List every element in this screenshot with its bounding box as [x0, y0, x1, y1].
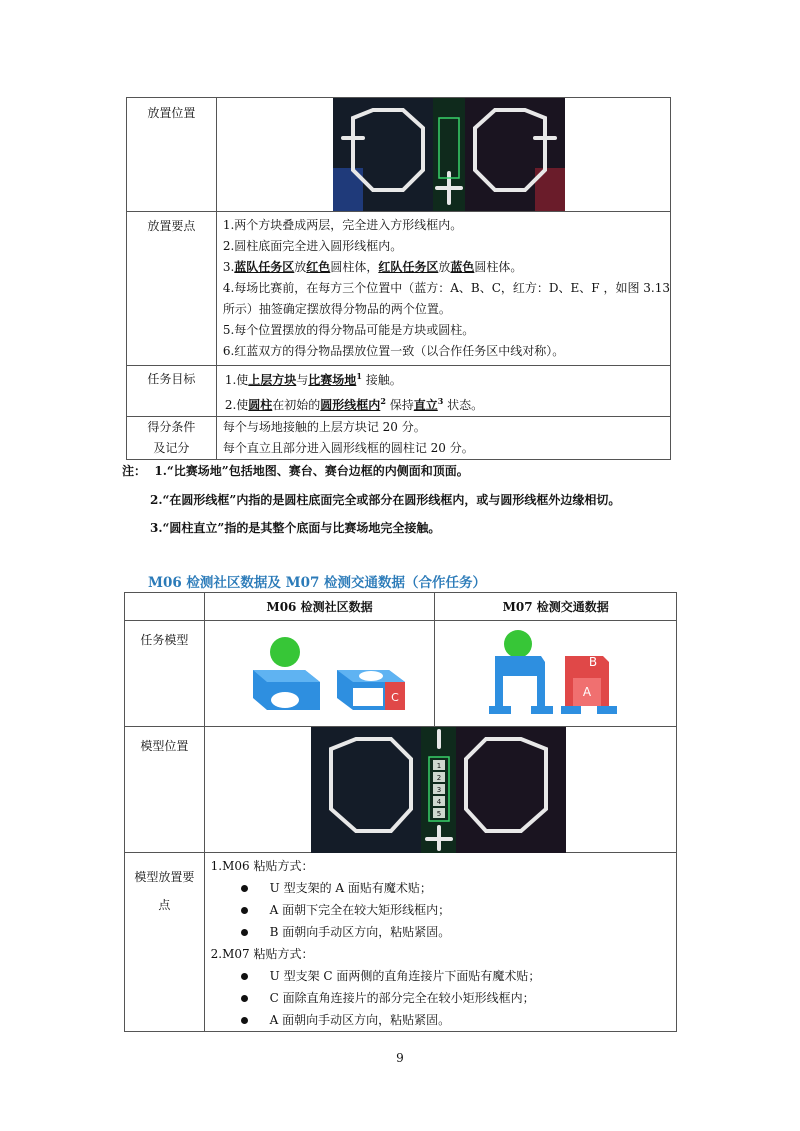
note-2: 2.“在圆形线框”内指的是圆柱底面完全或部分在圆形线框内，或与圆形线框外边缘相切。	[150, 493, 621, 507]
note-3: 3.“圆柱直立”指的是其整个底面与比赛场地完全接触。	[150, 521, 441, 535]
slot-4-label: 4	[436, 798, 442, 806]
position-label: 模型位置	[125, 727, 205, 853]
slot-3-label: 3	[436, 786, 442, 794]
face-c-label: C	[391, 691, 399, 704]
field-map-image	[333, 98, 565, 211]
point-4: 4.每场比赛前，在每方三个位置中（蓝方：A、B、C，红方：D、E、F ，如图 3.13	[222, 281, 670, 295]
score-2: 每个直立且部分进入圆形线框的圆柱记 20 分。	[222, 441, 474, 455]
score-cell	[216, 417, 670, 460]
m07-item-3: A 面朝向手动区方向，粘贴紧固。	[205, 1009, 676, 1031]
slot-1-label: 1	[436, 762, 442, 770]
points-label: 放置要点	[127, 212, 217, 366]
point-5: 5.每个位置摆放的得分物品可能是方块或圆柱。	[222, 323, 475, 337]
position-map-drawing	[311, 727, 566, 853]
header-m07: M07 检测交通数据	[435, 593, 677, 621]
m07-title: 2.M07 粘贴方式：	[210, 947, 314, 961]
point-3: 3.蓝队任务区放红色圆柱体，红队任务区放蓝色圆柱体。	[222, 260, 523, 274]
m06-model-image	[245, 630, 415, 725]
point-1: 1.两个方块叠成两层，完全进入方形线框内。	[222, 218, 463, 232]
goal-1: 1.使上层方块与比赛场地$^1$ 接触。	[224, 371, 402, 387]
note-1: 注： 1.“比赛场地”包括地图、赛台、赛台边框的内侧面和顶面。	[122, 464, 469, 478]
header-empty	[125, 593, 205, 621]
goal-label: 任务目标	[127, 366, 217, 417]
model-label: 任务模型	[125, 621, 205, 727]
point-2: 2.圆柱底面完全进入圆形线框内。	[222, 239, 403, 253]
m06-title: 1.M06 粘贴方式：	[210, 859, 314, 873]
section-title: M06 检测社区数据及 M07 检测交通数据（合作任务）	[148, 575, 487, 591]
header-m06: M06 检测社区数据	[204, 593, 435, 621]
placement-label: 放置位置	[127, 98, 217, 212]
m07-item-1: U 型支架 C 面两侧的直角连接片下面贴有魔术贴；	[205, 965, 676, 987]
point-6: 6.红蓝双方的得分物品摆放位置一致（以合作任务区中线对称）。	[222, 344, 565, 358]
slot-2-label: 2	[436, 774, 442, 782]
mount-cell	[204, 853, 676, 1032]
m06-item-1: U 型支架的 A 面贴有魔术贴；	[205, 877, 676, 899]
points-cell	[216, 212, 670, 366]
face-b-label: B	[588, 655, 598, 669]
field-map-drawing	[333, 98, 565, 211]
score-1: 每个与场地接触的上层方块记 20 分。	[222, 420, 426, 434]
goal-cell	[216, 366, 670, 417]
point-4-cont: 所示）抽签确定摆放得分物品的两个位置。	[222, 302, 451, 316]
m06-item-2: A 面朝下完全在较大矩形线框内；	[205, 899, 676, 921]
page-number: 9	[396, 1051, 404, 1065]
m07-item-2: C 面除直角连接片的部分完全在较小矩形线框内；	[205, 987, 676, 1009]
m07-model-image	[485, 626, 635, 726]
model-position-image	[311, 727, 566, 853]
goal-2: 2.使圆柱在初始的圆形线框内$^2$ 保持直立$^3$ 状态。	[224, 396, 484, 412]
face-a-label: A	[582, 685, 592, 699]
slot-5-label: 5	[436, 810, 442, 818]
m06-item-3: B 面朝向手动区方向，粘贴紧固。	[205, 921, 676, 943]
mount-label: 模型放置要 点	[125, 853, 205, 1032]
score-label: 得分条件 及记分	[127, 417, 217, 460]
